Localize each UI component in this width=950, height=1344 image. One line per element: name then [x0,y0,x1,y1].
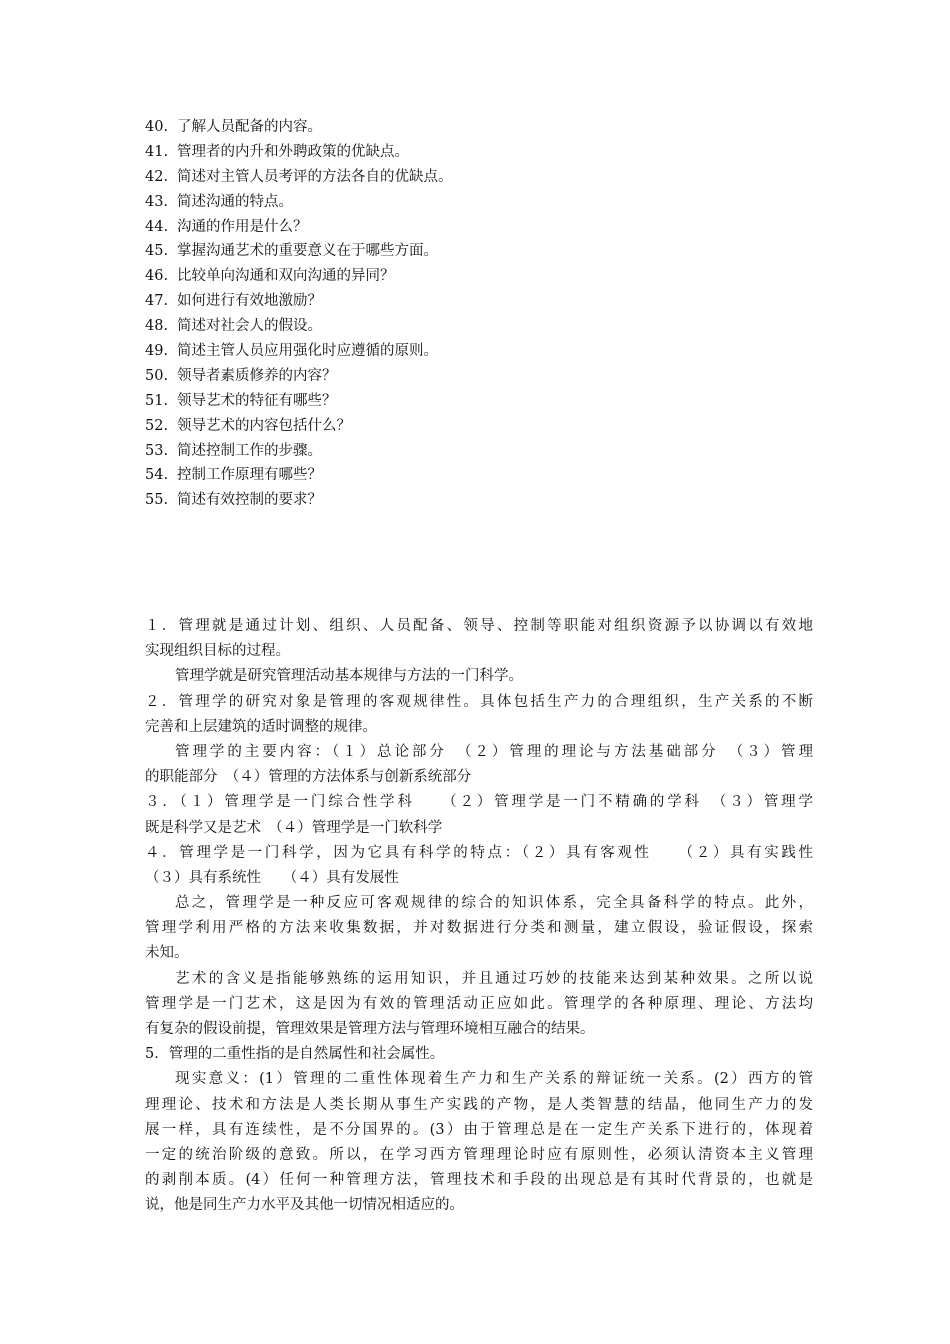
question-number: 53. [145,442,169,459]
answer-line: ４．管理学是一门科学，因为它具有科学的特点：（２）具有客观性 （２）具有实践性 [145,844,813,861]
answer-line: 理理论、技术和方法是人类长期从事生产实践的产物，是人类智慧的结晶，他同生产力的发 [145,1096,813,1113]
question-number: 42. [145,168,169,185]
answer-line: 完善和上层建筑的适时调整的规律。 [145,718,377,735]
question-text: 领导者素质修养的内容？ [177,367,337,384]
question-item [145,314,845,339]
question-number: 54. [145,467,169,484]
answer-line: 未知。 [145,945,189,962]
question-number: 46. [145,268,169,285]
question-item [145,115,845,140]
answer-line: ３．（１）管理学是一门综合性学科 （２）管理学是一门不精确的学科 （３）管理学 [145,794,813,811]
answer-line: 一定的统治阶级的意致。所以，在学习西方管理理论时应有原则性，必须认清资本主义管理 [145,1146,813,1163]
answer-line: 展一样，具有连续性，是不分国界的。(3）由于管理总是在一定生产关系下进行的，体现着 [145,1121,813,1138]
question-text: 简述有效控制的要求？ [177,492,322,509]
question-number: 47. [145,293,169,310]
answer-line: 管理学的主要内容：（１）总论部分 （２）管理的理论与方法基础部分 （３）管理 [175,743,813,760]
question-item [145,364,845,389]
question-item [145,488,845,513]
question-text: 简述对社会人的假设。 [177,318,322,335]
answer-line: 现实意义：(1）管理的二重性体现着生产力和生产关系的辩证统一关系。(2）西方的管 [175,1071,813,1088]
answer-line: 的职能部分 （４）管理的方法体系与创新系统部分 [145,769,472,786]
question-text: 简述对主管人员考评的方法各自的优缺点。 [177,168,453,185]
question-text: 简述沟通的特点。 [177,193,293,210]
answer-line: 管理学是一门艺术，这是因为有效的管理活动正应如此。管理学的各种原理、理论、方法均 [145,995,813,1012]
answer-line: 的剥削本质。(4）任何一种管理方法，管理技术和手段的出现总是有其时代背景的，也就是 [145,1172,813,1189]
question-number: 52. [145,417,169,434]
question-number: 41. [145,143,169,160]
question-item [145,439,845,464]
question-text: 如何进行有效地激励？ [177,293,322,310]
question-text: 沟通的作用是什么？ [177,218,308,235]
question-text: 管理者的内升和外聘政策的优缺点。 [177,143,409,160]
question-item [145,414,845,439]
question-item [145,190,845,215]
question-number: 51. [145,392,169,409]
question-number: 50. [145,367,169,384]
question-number: 49. [145,343,169,360]
answer-line: 总之，管理学是一种反应可客观规律的综合的知识体系，完全具备科学的特点。此外， [175,895,813,912]
question-text: 掌握沟通艺术的重要意义在于哪些方面。 [177,243,438,260]
question-item [145,215,845,240]
question-item [145,389,845,414]
question-number: 44. [145,218,169,235]
answer-line: （３）具有系统性 （４）具有发展性 [145,869,399,886]
answer-line: 说，他是同生产力水平及其他一切情况相适应的。 [145,1197,464,1214]
question-item [145,165,845,190]
answer-line: ２．管理学的研究对象是管理的客观规律性。具体包括生产力的合理组织，生产关系的不断 [145,693,813,710]
question-text: 简述主管人员应用强化时应遵循的原则。 [177,343,438,360]
question-number: 55. [145,492,169,509]
answer-line: 实现组织目标的过程。 [145,643,290,660]
question-text: 比较单向沟通和双向沟通的异同？ [177,268,395,285]
question-list [145,115,845,513]
answer-line: 管理学就是研究管理活动基本规律与方法的一门科学。 [175,668,523,685]
question-item [145,463,845,488]
answer-line: 艺术的含义是指能够熟练的运用知识，并且通过巧妙的技能来达到某种效果。之所以说 [175,970,813,987]
question-number: 40. [145,119,169,135]
question-item [145,239,845,264]
question-text: 简述控制工作的步骤。 [177,442,322,459]
question-number: 45. [145,243,169,260]
question-item [145,289,845,314]
question-text: 控制工作原理有哪些？ [177,467,322,484]
question-item [145,339,845,364]
question-number: 43. [145,193,169,210]
answer-line: 既是科学又是艺术 （４）管理学是一门软科学 [145,819,443,836]
answer-line: １．管理就是通过计划、组织、人员配备、领导、控制等职能对组织资源予以协调以有效地 [145,618,813,634]
question-text: 领导艺术的特征有哪些？ [177,392,337,409]
question-text: 领导艺术的内容包括什么？ [177,417,351,434]
answer-section [145,614,813,1219]
answer-line: 5．管理的二重性指的是自然属性和社会属性。 [145,1046,445,1063]
answer-line: 管理学利用严格的方法来收集数据，并对数据进行分类和测量，建立假设，验证假设，探索 [145,920,813,937]
question-item [145,264,845,289]
question-text: 了解人员配备的内容。 [177,119,322,135]
answer-line: 有复杂的假设前提，管理效果是管理方法与管理环境相互融合的结果。 [145,1021,595,1037]
question-number: 48. [145,318,169,335]
question-item [145,140,845,165]
